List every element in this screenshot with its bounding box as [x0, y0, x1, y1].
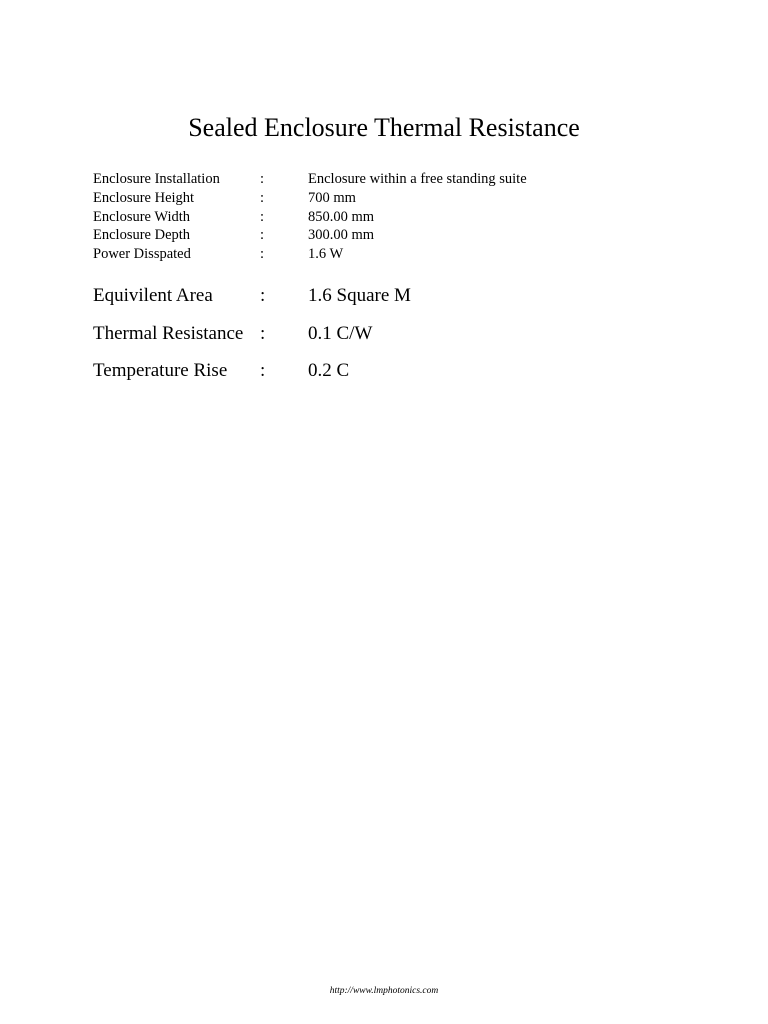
- result-label: Equivilent Area: [93, 285, 213, 306]
- result-label: Thermal Resistance: [93, 322, 244, 344]
- result-separator: :: [260, 285, 266, 306]
- footer-url: http://www.lmphotonics.com: [329, 986, 439, 996]
- detail-separator: :: [260, 208, 265, 225]
- detail-value: 700 mm: [308, 189, 356, 206]
- detail-value: 300.00 mm: [308, 227, 375, 244]
- result-value: 0.2 C: [308, 360, 350, 381]
- result-separator: :: [260, 360, 266, 381]
- detail-label: Enclosure Installation: [93, 171, 220, 187]
- detail-value: Enclosure within a free standing suite: [308, 171, 527, 187]
- detail-label: Power Disspated: [93, 246, 191, 262]
- detail-separator: :: [260, 189, 265, 206]
- result-separator: :: [260, 322, 266, 344]
- result-label: Temperature Rise: [93, 360, 228, 381]
- detail-separator: :: [260, 227, 265, 244]
- detail-label: Enclosure Width: [93, 208, 191, 225]
- detail-value: 1.6 W: [308, 246, 344, 262]
- detail-separator: :: [260, 171, 265, 187]
- detail-label: Enclosure Depth: [93, 227, 191, 244]
- detail-value: 850.00 mm: [308, 208, 375, 225]
- detail-separator: :: [260, 246, 265, 262]
- detail-label: Enclosure Height: [93, 189, 195, 206]
- result-value: 0.1 C/W: [308, 322, 373, 344]
- result-value: 1.6 Square M: [308, 285, 411, 306]
- page-title: Sealed Enclosure Thermal Resistance: [188, 113, 580, 142]
